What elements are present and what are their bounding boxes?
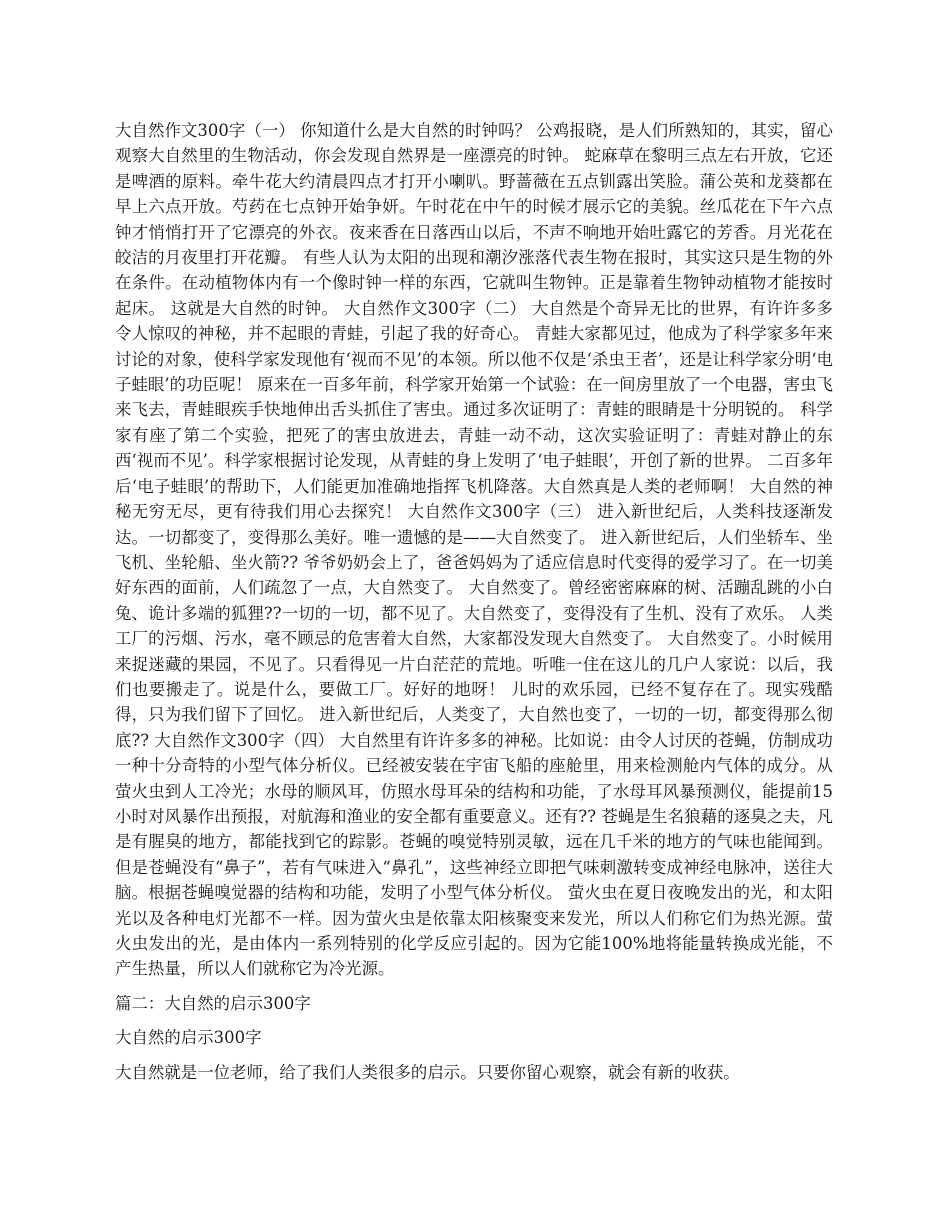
body-paragraph-intro: 大自然就是一位老师，给了我们人类很多的启示。只要你留心观察，就会有新的收获。 bbox=[115, 1062, 740, 1082]
document-page bbox=[115, 118, 833, 1085]
essay-title: 大自然的启示300字 bbox=[115, 1028, 262, 1048]
body-paragraph-essays: 大自然作文300字（一） 你知道什么是大自然的时钟吗？ 公鸡报晓，是人们所熟知的，其实，留心观察大自然里的生物活动，你会发现自然界是一座漂亮的时钟。 蛇麻草在黎明三点左右开放，它还是啤酒的原料。牵牛花大约清晨四点才打开小喇叭。野蔷薇在五点钏露出笑脸。蒲公英和龙葵都在早上六点开放。芍药在七点钟开始争妍。午时花在中午的时候才展示它的美貌。丝瓜花在下午六点钟才悄悄打开了它漂亮的外衣。夜来香在日落西山以后，不声不响地开始吐露它的芳香。月光花在皎洁的月夜里打开花瓣。 有些人认为太阳的出现和潮汐涨落代表生物在报时，其实这只是生物的外在条件。在动植物体内有一个像时钟一样的东西，它就叫生物钟。正是靠着生物钟动植物才能按时起床。 这就是大自然的时钟。 大自然作文300字（二） 大自然是个奇异无比的世界，有许许多多令人惊叹的神秘，并不起眼的青蛙，引起了我的好奇心。 青蛙大家都见过，他成为了科学家多年来讨论的对象，使科学家发现他有‘视而不见’的本领。所以他不仅是‘杀虫王者’，还是让科学家分明‘电子蛙眼’的功臣呢！ 原来在一百多年前，科学家开始第一个试验：在一间房里放了一个电器，害虫飞来飞去，青蛙眼疾手快地伸出舌头抓住了害虫。通过多次证明了：青蛙的眼睛是十分明锐的。 科学家有座了第二个实验，把死了的害虫放进去，青蛙一动不动，这次实验证明了：青蛙对静止的东西‘视而不见’。科学家根据讨论发现，从青蛙的身上发明了‘电子蛙眼’，开创了新的世界。 二百多年后‘电子蛙眼’的帮助下，人们能更加准确地指挥飞机降落。大自然真是人类的老师啊！ 大自然的神秘无穷无尽，更有待我们用心去探究！ 大自然作文300字（三） 进入新世纪后，人类科技逐渐发达。一切都变了，变得那么美好。唯一遗憾的是——大自然变了。 进入新世纪后，人们坐轿车、坐飞机、坐轮船、坐火箭?? 爷爷奶奶会上了，爸爸妈妈为了适应信息时代变得的爱学习了。在一切美好东西的面前，人们疏忽了一点，大自然变了。 大自然变了。曾经密密麻麻的树、活蹦乱跳的小白兔、诡计多端的狐狸??一切的一切，都不见了。大自然变了，变得没有了生机、没有了欢乐。 人类工厂的污烟、污水，毫不顾忌的危害着大自然，大家都没发现大自然变了。 大自然变了。小时候用来捉迷藏的果园，不见了。只看得见一片白茫茫的荒地。听唯一住在这儿的几户人家说：以后，我们也要搬走了。说是什么，要做工厂。好好的地呀！ 儿时的欢乐园，已经不复存在了。现实残酷得，只为我们留下了回忆。 进入新世纪后，人类变了，大自然也变了，一切的一切，都变得那么彻底?? 大自然作文300字（四） 大自然里有许许多多的神秘。比如说：由令人讨厌的苍蝇，仿制成功一种十分奇特的小型气体分析仪。已经被安装在宇宙飞船的座舱里，用来检测舱内气体的成分。从萤火虫到人工冷光；水母的顺风耳，仿照水母耳朵的结构和功能，了水母耳风暴预测仪，能提前15小时对风暴作出预报，对航海和渔业的安全都有重要意义。还有?? 苍蝇是生名狼藉的逐臭之夫，凡是有腥臭的地方，都能找到它的踪影。苍蝇的嗅觉特别灵敏，远在几千米的地方的气味也能闻到。但是苍蝇没有“鼻子”，若有气味进入“鼻孔”，这些神经立即把气味刺激转变成神经电脉冲，送往大脑。根据苍蝇嗅觉器的结构和功能，发明了小型气体分析仪。 萤火虫在夏日夜晚发出的光，和太阳光以及各种电灯光都不一样。因为萤火虫是依靠太阳核聚变来发光，所以人们称它们为热光源。萤火虫发出的光，是由体内一系列特别的化学反应引起的。因为它能100%地将能量转换成光能，不产生热量，所以人们就称它为冷光源。 bbox=[115, 121, 833, 979]
section-heading: 篇二：大自然的启示300字 bbox=[115, 993, 311, 1013]
